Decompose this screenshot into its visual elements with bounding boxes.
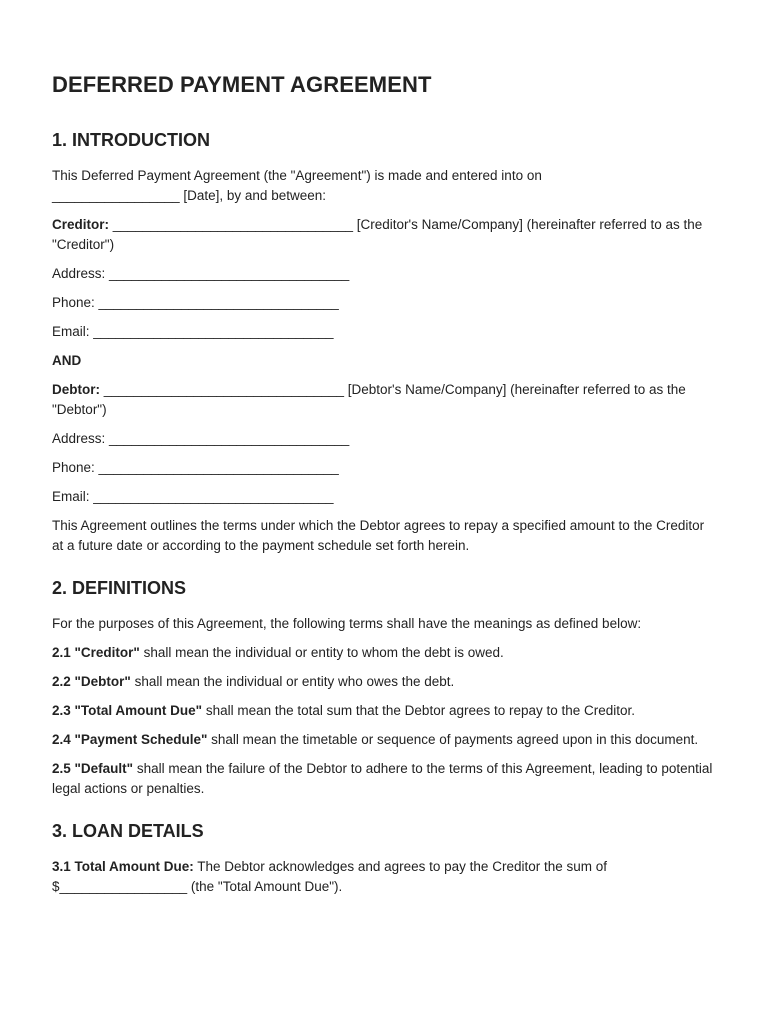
loan-detail-text: The Debtor acknowledges and agrees to pay the Creditor the sum of $_________________ (the "Total Amount Due"). [52,859,607,894]
creditor-phone: Phone: ________________________________ [52,295,339,310]
definition-term: 2.4 "Payment Schedule" [52,732,208,747]
definition-term: 2.5 "Default" [52,761,134,776]
definition-text: shall mean the total sum that the Debtor agrees to repay to the Creditor. [202,703,636,718]
definition-text: shall mean the individual or entity who owes the debt. [130,674,455,689]
debtor-label: Debtor: [52,382,100,397]
definitions-intro: For the purposes of this Agreement, the following terms shall have the meanings as defined below: [52,616,642,631]
definition-item [52,730,718,750]
definition-text: shall mean the individual or entity to whom the debt is owed. [139,645,504,660]
definition-item [52,759,718,799]
definition-term: 2.1 "Creditor" [52,645,140,660]
definition-item [52,701,718,721]
and-label: AND [52,353,82,368]
intro-paragraph [52,166,718,206]
creditor-text: ________________________________ [Creditor's Name/Company] (hereinafter referred to as the "Creditor") [52,217,703,252]
intro-line-1: This Deferred Payment Agreement (the "Agreement") is made and entered into on [52,168,542,183]
intro-line-2: _________________ [Date], by and between: [52,188,326,203]
agreement-outline: This Agreement outlines the terms under which the Debtor agrees to repay a specified amount to the Creditor at a future date or according to the payment schedule set forth herein. [52,518,705,553]
creditor-paragraph [52,215,718,255]
creditor-label: Creditor: [52,217,109,232]
section-heading-definitions: 2. DEFINITIONS [52,578,187,598]
section-heading-loan-details: 3. LOAN DETAILS [52,821,204,841]
loan-detail-term: 3.1 Total Amount Due: [52,859,194,874]
document-title: DEFERRED PAYMENT AGREEMENT [52,72,432,97]
loan-detail-item [52,857,718,897]
debtor-phone: Phone: ________________________________ [52,460,339,475]
debtor-address: Address: ________________________________ [52,431,350,446]
debtor-paragraph [52,380,718,420]
creditor-email: Email: ________________________________ [52,324,334,339]
definition-item [52,643,718,663]
definition-text: shall mean the timetable or sequence of payments agreed upon in this document. [207,732,699,747]
definition-item [52,672,718,692]
section-heading-introduction: 1. INTRODUCTION [52,130,211,150]
definition-term: 2.2 "Debtor" [52,674,131,689]
definition-text: shall mean the failure of the Debtor to adhere to the terms of this Agreement, leading to potential legal actions or penalties. [52,761,713,796]
debtor-text: ________________________________ [Debtor's Name/Company] (hereinafter referred to as the "Debtor") [52,382,686,417]
debtor-email: Email: ________________________________ [52,489,334,504]
definition-term: 2.3 "Total Amount Due" [52,703,203,718]
creditor-address: Address: ________________________________ [52,266,350,281]
